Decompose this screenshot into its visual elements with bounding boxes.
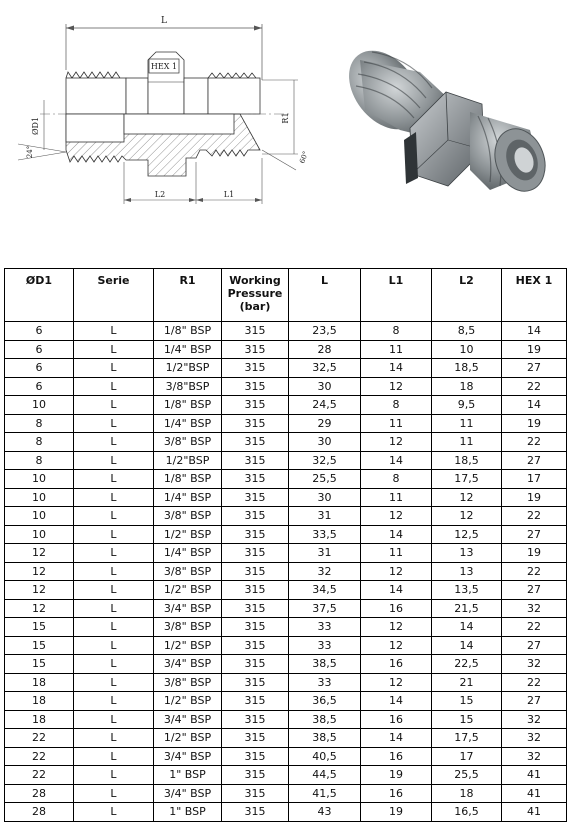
cell-l1: 14 bbox=[361, 692, 432, 711]
cell-l: 41,5 bbox=[289, 784, 361, 803]
cell-od1: 12 bbox=[5, 599, 74, 618]
cell-serie: L bbox=[74, 784, 154, 803]
table-row bbox=[5, 784, 567, 803]
cell-l1: 12 bbox=[361, 673, 432, 692]
cell-pressure: 315 bbox=[222, 525, 289, 544]
cell-pressure: 315 bbox=[222, 544, 289, 563]
cell-hex1: 27 bbox=[502, 525, 567, 544]
cell-l: 31 bbox=[289, 544, 361, 563]
cell-l: 32 bbox=[289, 562, 361, 581]
cell-r1: 1/4" BSP bbox=[154, 488, 222, 507]
cell-l1: 12 bbox=[361, 562, 432, 581]
cell-l1: 11 bbox=[361, 340, 432, 359]
cell-hex1: 32 bbox=[502, 599, 567, 618]
cell-l1: 19 bbox=[361, 803, 432, 822]
cell-serie: L bbox=[74, 525, 154, 544]
cell-serie: L bbox=[74, 433, 154, 452]
cell-r1: 1/2" BSP bbox=[154, 525, 222, 544]
table-row bbox=[5, 507, 567, 526]
cell-l2: 13 bbox=[432, 544, 502, 563]
cell-od1: 8 bbox=[5, 451, 74, 470]
label-r1: R1 bbox=[281, 112, 290, 124]
cell-l: 28 bbox=[289, 340, 361, 359]
cell-pressure: 315 bbox=[222, 599, 289, 618]
cell-od1: 22 bbox=[5, 729, 74, 748]
cell-serie: L bbox=[74, 544, 154, 563]
cell-hex1: 22 bbox=[502, 507, 567, 526]
cell-od1: 10 bbox=[5, 525, 74, 544]
cell-r1: 3/4" BSP bbox=[154, 710, 222, 729]
cell-od1: 22 bbox=[5, 766, 74, 785]
cell-hex1: 27 bbox=[502, 581, 567, 600]
cell-l2: 25,5 bbox=[432, 766, 502, 785]
cell-l: 25,5 bbox=[289, 470, 361, 489]
cell-pressure: 315 bbox=[222, 636, 289, 655]
table-row bbox=[5, 396, 567, 415]
cell-l1: 12 bbox=[361, 636, 432, 655]
cell-l: 33 bbox=[289, 636, 361, 655]
cell-l: 30 bbox=[289, 377, 361, 396]
label-24deg: 24° bbox=[26, 145, 34, 159]
cell-l1: 11 bbox=[361, 414, 432, 433]
table-row bbox=[5, 525, 567, 544]
cell-l1: 14 bbox=[361, 451, 432, 470]
cell-od1: 18 bbox=[5, 710, 74, 729]
cell-l1: 16 bbox=[361, 784, 432, 803]
table-row bbox=[5, 359, 567, 378]
cell-pressure: 315 bbox=[222, 766, 289, 785]
cell-r1: 3/4" BSP bbox=[154, 747, 222, 766]
cell-l1: 12 bbox=[361, 433, 432, 452]
dimension-l1-l2 bbox=[124, 158, 262, 204]
cell-serie: L bbox=[74, 414, 154, 433]
cell-l2: 17 bbox=[432, 747, 502, 766]
cell-hex1: 27 bbox=[502, 692, 567, 711]
label-60deg: 60° bbox=[298, 150, 311, 165]
cell-pressure: 315 bbox=[222, 729, 289, 748]
cell-r1: 3/4" BSP bbox=[154, 599, 222, 618]
cell-l: 33,5 bbox=[289, 525, 361, 544]
cell-od1: 12 bbox=[5, 544, 74, 563]
cell-hex1: 41 bbox=[502, 784, 567, 803]
cell-l: 38,5 bbox=[289, 729, 361, 748]
cell-l2: 18 bbox=[432, 784, 502, 803]
table-row bbox=[5, 377, 567, 396]
cell-l1: 16 bbox=[361, 747, 432, 766]
cell-serie: L bbox=[74, 562, 154, 581]
cell-hex1: 22 bbox=[502, 377, 567, 396]
label-hex: HEX 1 bbox=[150, 62, 178, 71]
cell-pressure: 315 bbox=[222, 562, 289, 581]
cell-hex1: 41 bbox=[502, 766, 567, 785]
cell-l2: 18,5 bbox=[432, 451, 502, 470]
cell-od1: 15 bbox=[5, 618, 74, 637]
cell-l: 30 bbox=[289, 433, 361, 452]
cell-r1: 1/8" BSP bbox=[154, 396, 222, 415]
cell-l1: 14 bbox=[361, 729, 432, 748]
table-row bbox=[5, 470, 567, 489]
cell-serie: L bbox=[74, 581, 154, 600]
cell-od1: 18 bbox=[5, 692, 74, 711]
cell-r1: 3/8"BSP bbox=[154, 377, 222, 396]
table-row bbox=[5, 544, 567, 563]
cell-r1: 1/4" BSP bbox=[154, 340, 222, 359]
cell-r1: 3/8" BSP bbox=[154, 673, 222, 692]
cell-pressure: 315 bbox=[222, 581, 289, 600]
cell-l1: 8 bbox=[361, 322, 432, 341]
cell-od1: 15 bbox=[5, 655, 74, 674]
cell-r1: 3/4" BSP bbox=[154, 655, 222, 674]
cell-hex1: 32 bbox=[502, 729, 567, 748]
cell-od1: 6 bbox=[5, 359, 74, 378]
cell-hex1: 19 bbox=[502, 488, 567, 507]
cell-od1: 10 bbox=[5, 470, 74, 489]
cell-pressure: 315 bbox=[222, 396, 289, 415]
cell-serie: L bbox=[74, 599, 154, 618]
product-drawing bbox=[0, 0, 569, 262]
cell-serie: L bbox=[74, 729, 154, 748]
cell-l: 38,5 bbox=[289, 710, 361, 729]
table-row bbox=[5, 581, 567, 600]
cell-l2: 17,5 bbox=[432, 729, 502, 748]
table-row bbox=[5, 747, 567, 766]
cell-l1: 12 bbox=[361, 618, 432, 637]
cell-l2: 8,5 bbox=[432, 322, 502, 341]
cell-serie: L bbox=[74, 636, 154, 655]
cell-hex1: 22 bbox=[502, 618, 567, 637]
fitting-section-bottom bbox=[66, 114, 260, 176]
cell-od1: 28 bbox=[5, 784, 74, 803]
cell-l2: 15 bbox=[432, 710, 502, 729]
cell-hex1: 41 bbox=[502, 803, 567, 822]
cell-serie: L bbox=[74, 377, 154, 396]
fitting-3d-render bbox=[334, 37, 553, 198]
cell-pressure: 315 bbox=[222, 710, 289, 729]
cell-r1: 1/2" BSP bbox=[154, 581, 222, 600]
cell-serie: L bbox=[74, 322, 154, 341]
table-row bbox=[5, 414, 567, 433]
cell-hex1: 32 bbox=[502, 655, 567, 674]
cell-od1: 10 bbox=[5, 396, 74, 415]
label-l2: L2 bbox=[154, 190, 166, 199]
table-row bbox=[5, 451, 567, 470]
cell-od1: 6 bbox=[5, 322, 74, 341]
cell-l2: 21,5 bbox=[432, 599, 502, 618]
cell-pressure: 315 bbox=[222, 673, 289, 692]
cell-l: 29 bbox=[289, 414, 361, 433]
cell-l1: 12 bbox=[361, 507, 432, 526]
label-l: L bbox=[161, 16, 167, 26]
table-row bbox=[5, 710, 567, 729]
cell-l: 24,5 bbox=[289, 396, 361, 415]
header-working-pressure: Working Pressure (bar) bbox=[222, 269, 289, 322]
cell-od1: 10 bbox=[5, 507, 74, 526]
table-row bbox=[5, 729, 567, 748]
cell-serie: L bbox=[74, 451, 154, 470]
cell-l2: 13,5 bbox=[432, 581, 502, 600]
cell-l: 31 bbox=[289, 507, 361, 526]
cell-pressure: 315 bbox=[222, 377, 289, 396]
cell-pressure: 315 bbox=[222, 692, 289, 711]
table-header-row bbox=[5, 269, 567, 322]
cell-od1: 12 bbox=[5, 562, 74, 581]
table-row bbox=[5, 618, 567, 637]
cell-od1: 6 bbox=[5, 377, 74, 396]
table-row bbox=[5, 488, 567, 507]
cell-l2: 12,5 bbox=[432, 525, 502, 544]
cell-l: 36,5 bbox=[289, 692, 361, 711]
cell-od1: 6 bbox=[5, 340, 74, 359]
cell-l2: 16,5 bbox=[432, 803, 502, 822]
cell-l1: 8 bbox=[361, 396, 432, 415]
cell-pressure: 315 bbox=[222, 414, 289, 433]
cell-serie: L bbox=[74, 340, 154, 359]
cell-l1: 14 bbox=[361, 525, 432, 544]
cell-r1: 3/8" BSP bbox=[154, 433, 222, 452]
cell-l1: 16 bbox=[361, 710, 432, 729]
header-r1: R1 bbox=[154, 269, 222, 322]
table-row bbox=[5, 562, 567, 581]
cell-l1: 12 bbox=[361, 377, 432, 396]
cell-pressure: 315 bbox=[222, 507, 289, 526]
cell-hex1: 14 bbox=[502, 396, 567, 415]
cell-r1: 1" BSP bbox=[154, 803, 222, 822]
cell-hex1: 17 bbox=[502, 470, 567, 489]
table-row bbox=[5, 636, 567, 655]
cell-l: 32,5 bbox=[289, 451, 361, 470]
cell-serie: L bbox=[74, 396, 154, 415]
cell-hex1: 22 bbox=[502, 562, 567, 581]
cell-l2: 9,5 bbox=[432, 396, 502, 415]
cell-l2: 21 bbox=[432, 673, 502, 692]
spec-table bbox=[4, 268, 567, 822]
cell-l2: 14 bbox=[432, 636, 502, 655]
cell-pressure: 315 bbox=[222, 655, 289, 674]
cell-l2: 13 bbox=[432, 562, 502, 581]
header-l2: L2 bbox=[432, 269, 502, 322]
cell-l1: 16 bbox=[361, 655, 432, 674]
cell-r1: 1/2"BSP bbox=[154, 359, 222, 378]
cell-hex1: 19 bbox=[502, 544, 567, 563]
cell-pressure: 315 bbox=[222, 433, 289, 452]
cell-serie: L bbox=[74, 618, 154, 637]
cell-hex1: 32 bbox=[502, 710, 567, 729]
cell-l2: 11 bbox=[432, 433, 502, 452]
cell-l: 44,5 bbox=[289, 766, 361, 785]
label-d1: ØD1 bbox=[31, 116, 40, 136]
cell-l1: 11 bbox=[361, 488, 432, 507]
table-row bbox=[5, 655, 567, 674]
cell-od1: 18 bbox=[5, 673, 74, 692]
cell-l2: 12 bbox=[432, 488, 502, 507]
header-od1: ØD1 bbox=[5, 269, 74, 322]
cell-serie: L bbox=[74, 710, 154, 729]
cell-r1: 1/2" BSP bbox=[154, 729, 222, 748]
cell-l2: 15 bbox=[432, 692, 502, 711]
cell-od1: 10 bbox=[5, 488, 74, 507]
cell-l: 40,5 bbox=[289, 747, 361, 766]
cell-od1: 28 bbox=[5, 803, 74, 822]
cell-pressure: 315 bbox=[222, 359, 289, 378]
cell-od1: 22 bbox=[5, 747, 74, 766]
cell-serie: L bbox=[74, 470, 154, 489]
header-l: L bbox=[289, 269, 361, 322]
table-row bbox=[5, 322, 567, 341]
cell-od1: 15 bbox=[5, 636, 74, 655]
header-hex1: HEX 1 bbox=[502, 269, 567, 322]
cell-pressure: 315 bbox=[222, 803, 289, 822]
cell-r1: 1/2"BSP bbox=[154, 451, 222, 470]
cell-pressure: 315 bbox=[222, 470, 289, 489]
cell-serie: L bbox=[74, 803, 154, 822]
cell-l: 32,5 bbox=[289, 359, 361, 378]
cell-serie: L bbox=[74, 507, 154, 526]
cell-r1: 3/8" BSP bbox=[154, 562, 222, 581]
cell-hex1: 32 bbox=[502, 747, 567, 766]
cell-l2: 18,5 bbox=[432, 359, 502, 378]
cell-l2: 14 bbox=[432, 618, 502, 637]
cell-pressure: 315 bbox=[222, 618, 289, 637]
cell-l1: 14 bbox=[361, 359, 432, 378]
cell-l: 38,5 bbox=[289, 655, 361, 674]
cell-l1: 16 bbox=[361, 599, 432, 618]
cell-od1: 12 bbox=[5, 581, 74, 600]
cell-l: 33 bbox=[289, 673, 361, 692]
cell-l2: 12 bbox=[432, 507, 502, 526]
cell-r1: 1/4" BSP bbox=[154, 414, 222, 433]
cell-l1: 14 bbox=[361, 581, 432, 600]
cell-hex1: 19 bbox=[502, 414, 567, 433]
table-row bbox=[5, 340, 567, 359]
cell-serie: L bbox=[74, 766, 154, 785]
cell-l2: 22,5 bbox=[432, 655, 502, 674]
cell-serie: L bbox=[74, 359, 154, 378]
cell-l: 23,5 bbox=[289, 322, 361, 341]
table-row bbox=[5, 766, 567, 785]
cell-hex1: 22 bbox=[502, 673, 567, 692]
cell-pressure: 315 bbox=[222, 322, 289, 341]
cell-l: 37,5 bbox=[289, 599, 361, 618]
cell-hex1: 27 bbox=[502, 451, 567, 470]
cell-r1: 3/8" BSP bbox=[154, 507, 222, 526]
cell-r1: 1/4" BSP bbox=[154, 544, 222, 563]
table-row bbox=[5, 803, 567, 822]
cell-pressure: 315 bbox=[222, 340, 289, 359]
cell-l2: 17,5 bbox=[432, 470, 502, 489]
cell-hex1: 19 bbox=[502, 340, 567, 359]
cell-pressure: 315 bbox=[222, 784, 289, 803]
cell-l2: 18 bbox=[432, 377, 502, 396]
cell-r1: 3/4" BSP bbox=[154, 784, 222, 803]
table-row bbox=[5, 599, 567, 618]
cell-od1: 8 bbox=[5, 433, 74, 452]
cell-serie: L bbox=[74, 692, 154, 711]
cell-hex1: 27 bbox=[502, 359, 567, 378]
technical-drawing bbox=[0, 0, 569, 262]
cell-r1: 1/2" BSP bbox=[154, 636, 222, 655]
cell-r1: 1" BSP bbox=[154, 766, 222, 785]
header-serie: Serie bbox=[74, 269, 154, 322]
header-l1: L1 bbox=[361, 269, 432, 322]
cell-hex1: 22 bbox=[502, 433, 567, 452]
cell-l: 34,5 bbox=[289, 581, 361, 600]
cell-pressure: 315 bbox=[222, 451, 289, 470]
cell-pressure: 315 bbox=[222, 488, 289, 507]
table-row bbox=[5, 692, 567, 711]
cell-r1: 3/8" BSP bbox=[154, 618, 222, 637]
cell-l1: 19 bbox=[361, 766, 432, 785]
cell-l1: 11 bbox=[361, 544, 432, 563]
cell-od1: 8 bbox=[5, 414, 74, 433]
cell-serie: L bbox=[74, 673, 154, 692]
cell-serie: L bbox=[74, 655, 154, 674]
cell-serie: L bbox=[74, 488, 154, 507]
label-l1: L1 bbox=[223, 190, 235, 199]
cell-hex1: 27 bbox=[502, 636, 567, 655]
cell-l: 43 bbox=[289, 803, 361, 822]
cell-r1: 1/8" BSP bbox=[154, 322, 222, 341]
table-row bbox=[5, 673, 567, 692]
cell-serie: L bbox=[74, 747, 154, 766]
table-body bbox=[5, 322, 567, 822]
table-row bbox=[5, 433, 567, 452]
cell-l1: 8 bbox=[361, 470, 432, 489]
cell-r1: 1/8" BSP bbox=[154, 470, 222, 489]
cell-l2: 10 bbox=[432, 340, 502, 359]
cell-l: 30 bbox=[289, 488, 361, 507]
cell-hex1: 14 bbox=[502, 322, 567, 341]
cell-l: 33 bbox=[289, 618, 361, 637]
cell-r1: 1/2" BSP bbox=[154, 692, 222, 711]
cell-pressure: 315 bbox=[222, 747, 289, 766]
cell-l2: 11 bbox=[432, 414, 502, 433]
